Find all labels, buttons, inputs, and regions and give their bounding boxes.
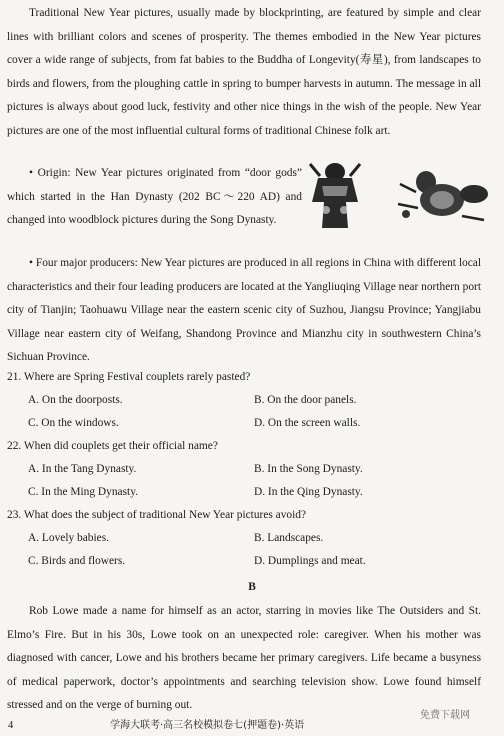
watermark-text: 免费下载网 bbox=[420, 710, 470, 721]
question-22-option-a[interactable]: A. In the Tang Dynasty. bbox=[28, 463, 137, 475]
question-22-option-c[interactable]: C. In the Ming Dynasty. bbox=[28, 486, 138, 498]
question-23-option-a[interactable]: A. Lovely babies. bbox=[28, 532, 109, 544]
section-b-heading: B bbox=[248, 581, 256, 593]
producers-paragraph: • Four major producers: New Year pictures are produced in all regions in China with different local characteristics and their four leading producers are located at the Yangliuqing Village near northern port city of Tianjin; Taohuawu Village near the eastern scenic city of Suzhou, Jiangsu Province; Yangjiabu Village near eastern city of Weifang, Shandong Province and Mianzhu city in southwestern China’s Sichuan Province. bbox=[7, 257, 481, 363]
question-23-stem: 23. What does the subject of traditional New Year pictures avoid? bbox=[7, 509, 307, 521]
question-22-option-d[interactable]: D. In the Qing Dynasty. bbox=[254, 486, 363, 498]
section-b-paragraph: Rob Lowe made a name for himself as an actor, starring in movies like The Outsiders and St. Elmo’s Fire. But in his 30s, Lowe took on an unexpected role: caregiver. When his mother was diagnosed with cancer, Lowe and his brothers became her primary caregivers. Life became a busyness of medical paperwork, doctor’s appointments and searching television show. Lowe found himself stressed and on the verge of burning out. bbox=[7, 605, 481, 711]
footer-title: 学海大联考·高三名校模拟卷七(押题卷)·英语 bbox=[110, 720, 305, 731]
page-number: 4 bbox=[8, 720, 14, 731]
question-22-stem: 22. When did couplets get their official name? bbox=[7, 440, 218, 452]
page-footer bbox=[0, 716, 504, 736]
question-21-option-c[interactable]: C. On the windows. bbox=[28, 417, 119, 429]
door-god-image bbox=[306, 158, 364, 230]
question-23-option-d[interactable]: D. Dumplings and meat. bbox=[254, 555, 366, 567]
passage-a-paragraph-1: Traditional New Year pictures, usually made by blockprinting, are featured by simple and clear lines with brilliant colors and scenes of prosperity. The themes embodied in the New Year pictures cover a wide range of subjects, from fat babies to the Buddha of Longevity(寿星), from landscapes to birds and flowers, from the ploughing cattle in spring to bumper harvests in autumn. The message in all pictures is always about good luck, festivity and other nice things in the wish of the people. New Year pictures are one of the most influential cultural forms of traditional Chinese folk art. bbox=[7, 7, 481, 137]
question-21-stem: 21. Where are Spring Festival couplets rarely pasted? bbox=[7, 371, 251, 383]
question-23-option-c[interactable]: C. Birds and flowers. bbox=[28, 555, 126, 567]
question-21-option-a[interactable]: A. On the doorposts. bbox=[28, 394, 123, 406]
question-21-option-d[interactable]: D. On the screen walls. bbox=[254, 417, 361, 429]
question-23-option-b[interactable]: B. Landscapes. bbox=[254, 532, 324, 544]
question-22-option-b[interactable]: B. In the Song Dynasty. bbox=[254, 463, 363, 475]
question-21-option-b[interactable]: B. On the door panels. bbox=[254, 394, 357, 406]
fat-baby-image bbox=[392, 164, 492, 226]
origin-paragraph: • Origin: New Year pictures originated from “door gods” which started in the Han Dynasty (202 BC～220 AD) and changed into woodblock pictures during the Song Dynasty. bbox=[7, 167, 302, 226]
